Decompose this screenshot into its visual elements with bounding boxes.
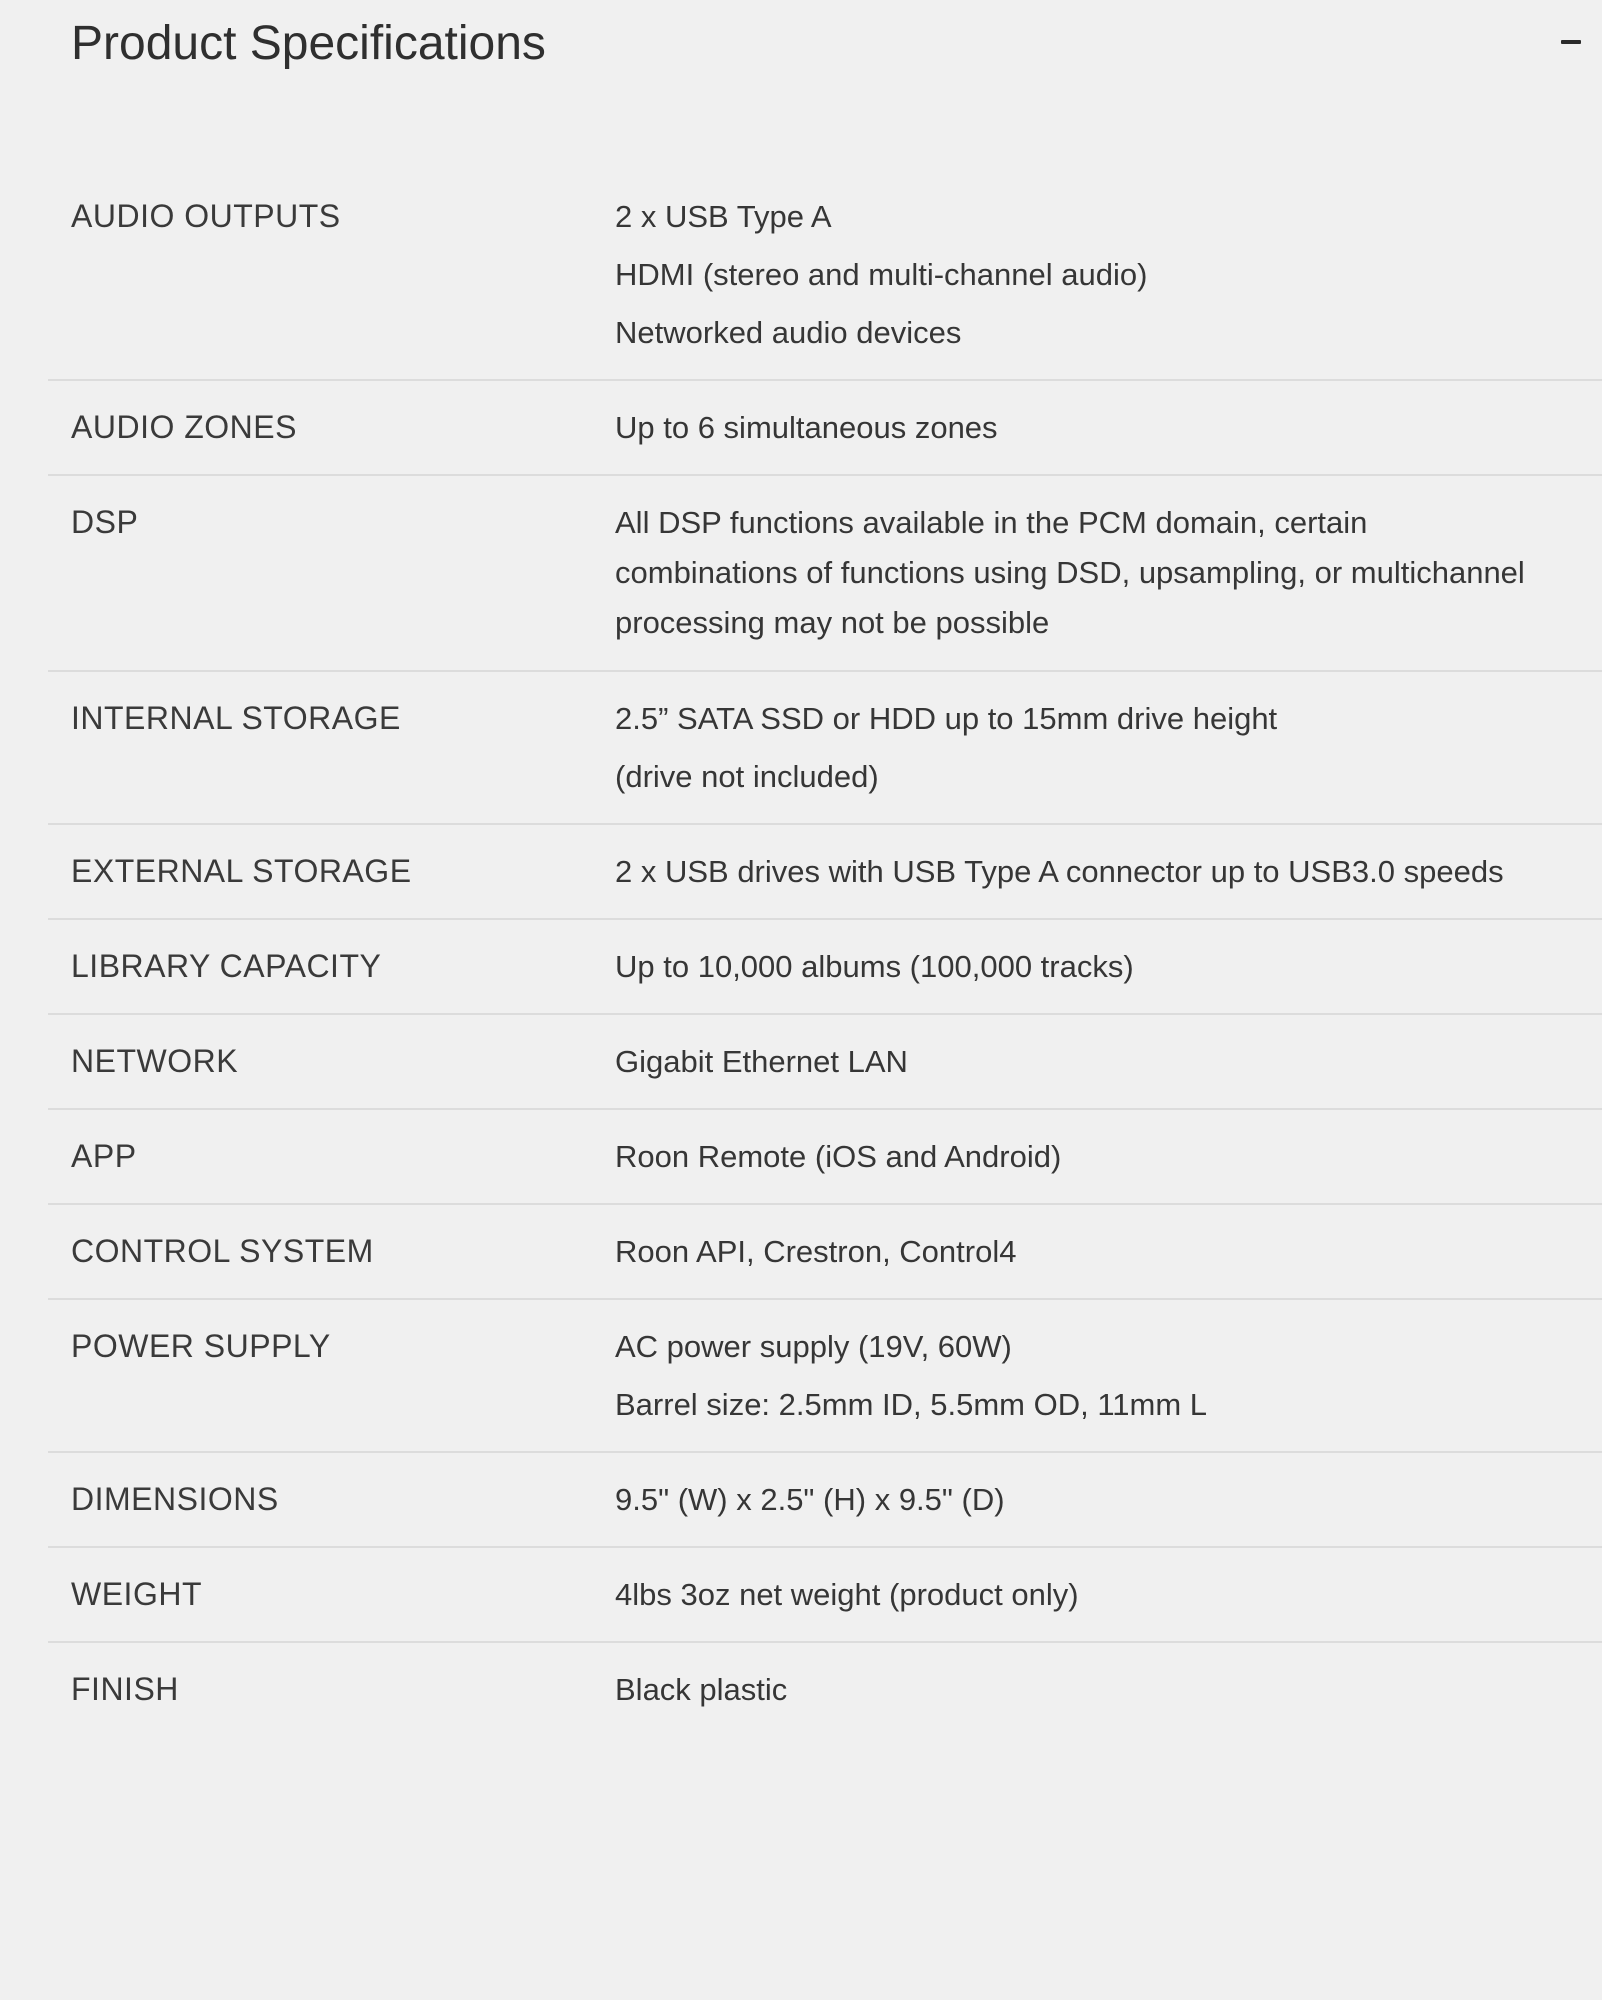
- spec-values: [615, 1475, 1602, 1524]
- spec-value: All DSP functions available in the PCM domain, certain combinations of functions using DSD, upsampling, or multichannel processing may not be possible: [615, 505, 1525, 640]
- spec-values: [615, 1570, 1602, 1619]
- spec-label: EXTERNAL STORAGE: [71, 853, 412, 889]
- spec-value: Black plastic: [615, 1672, 788, 1707]
- spec-value: Gigabit Ethernet LAN: [615, 1044, 908, 1079]
- spec-values: [615, 1665, 1602, 1714]
- spec-value: (drive not included): [615, 759, 879, 794]
- spec-row: [48, 1643, 1602, 1736]
- spec-label: POWER SUPPLY: [71, 1328, 331, 1364]
- spec-row: [48, 825, 1602, 920]
- spec-label: AUDIO ZONES: [71, 409, 297, 445]
- spec-values: [615, 403, 1602, 452]
- spec-row: [48, 672, 1602, 825]
- spec-label: LIBRARY CAPACITY: [71, 948, 382, 984]
- spec-row: [48, 1205, 1602, 1300]
- spec-value: Networked audio devices: [615, 315, 962, 350]
- spec-values: [615, 847, 1602, 896]
- spec-row: [48, 170, 1602, 381]
- spec-values: [615, 498, 1602, 648]
- section-header[interactable]: [0, 0, 1602, 110]
- minus-icon: [1561, 40, 1581, 44]
- spec-label: DIMENSIONS: [71, 1481, 279, 1517]
- spec-label: AUDIO OUTPUTS: [71, 198, 341, 234]
- spec-row: [48, 1548, 1602, 1643]
- spec-value: 2 x USB Type A: [615, 199, 832, 234]
- spec-table: [48, 170, 1602, 1736]
- collapse-button[interactable]: [1556, 22, 1586, 62]
- spec-label: NETWORK: [71, 1043, 239, 1079]
- spec-value: Roon API, Crestron, Control4: [615, 1234, 1017, 1269]
- spec-value: AC power supply (19V, 60W): [615, 1329, 1012, 1364]
- section-title: Product Specifications: [71, 17, 546, 70]
- spec-value: 9.5" (W) x 2.5" (H) x 9.5" (D): [615, 1482, 1005, 1517]
- spec-row: [48, 1015, 1602, 1110]
- spec-value: Up to 10,000 albums (100,000 tracks): [615, 949, 1134, 984]
- spec-values: [615, 694, 1602, 801]
- spec-label: WEIGHT: [71, 1576, 202, 1612]
- spec-value: Roon Remote (iOS and Android): [615, 1139, 1062, 1174]
- spec-label: FINISH: [71, 1671, 179, 1707]
- spec-label: INTERNAL STORAGE: [71, 700, 401, 736]
- spec-value: Up to 6 simultaneous zones: [615, 410, 998, 445]
- spec-value: 2.5” SATA SSD or HDD up to 15mm drive height: [615, 701, 1278, 736]
- spec-row: [48, 920, 1602, 1015]
- spec-values: [615, 1132, 1602, 1181]
- spec-values: [615, 1322, 1602, 1429]
- spec-row: [48, 476, 1602, 672]
- spec-label: DSP: [71, 504, 139, 540]
- spec-values: [615, 1037, 1602, 1086]
- spec-row: [48, 1300, 1602, 1453]
- spec-values: [615, 192, 1602, 357]
- spec-label: APP: [71, 1138, 137, 1174]
- spec-row: [48, 1453, 1602, 1548]
- spec-value: HDMI (stereo and multi-channel audio): [615, 257, 1148, 292]
- spec-value: Barrel size: 2.5mm ID, 5.5mm OD, 11mm L: [615, 1387, 1207, 1422]
- spec-values: [615, 942, 1602, 991]
- spec-values: [615, 1227, 1602, 1276]
- spec-label: CONTROL SYSTEM: [71, 1233, 374, 1269]
- spec-row: [48, 381, 1602, 476]
- spec-row: [48, 1110, 1602, 1205]
- spec-value: 2 x USB drives with USB Type A connector up to USB3.0 speeds: [615, 854, 1504, 889]
- spec-value: 4lbs 3oz net weight (product only): [615, 1577, 1079, 1612]
